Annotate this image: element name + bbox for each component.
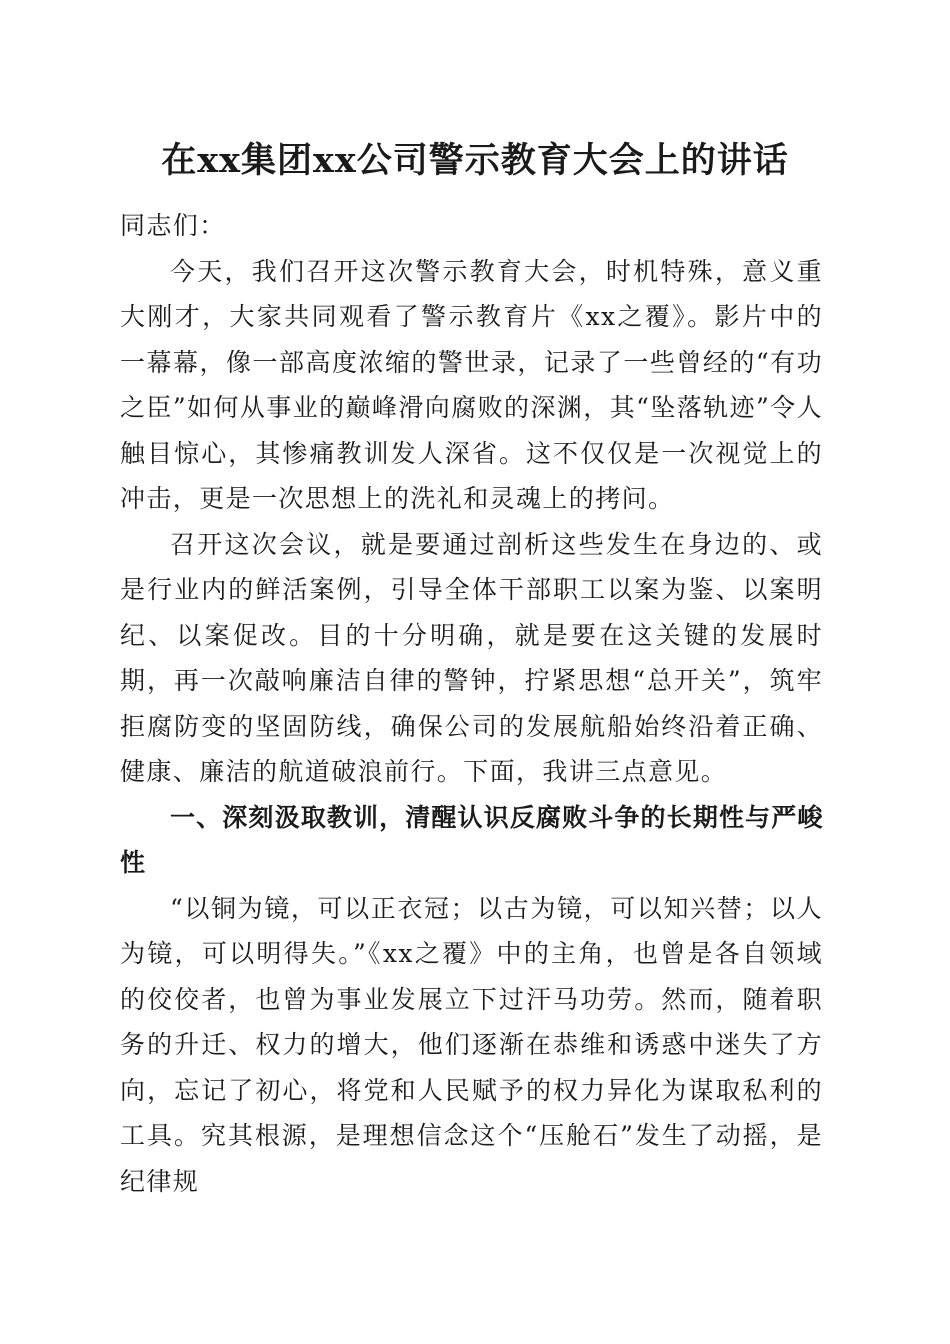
document-title: 在xx集团xx公司警示教育大会上的讲话 — [161, 140, 789, 181]
document-body — [120, 203, 823, 1204]
section-heading-1: 一、深刻汲取教训，清醒认识反腐败斗争的长期性与严峻性 — [120, 802, 823, 877]
paragraph-section-1: “以铜为镜，可以正衣冠；以古为镜，可以知兴替；以人为镜，可以明得失。”《xx之覆》中的主角，也曾是各自领域的佼佼者，也曾为事业发展立下过汗马功劳。然而，随着职务的升迁、权力的增大，他们逐渐在恭维和诱惑中迷失了方向，忘记了初心，将党和人民赋予的权力异化为谋取私利的工具。究其根源，是理想信念这个“压舱石”发生了动摇，是纪律规 — [120, 893, 823, 1196]
paragraph-purpose: 召开这次会议，就是要通过剖析这些发生在身边的、或是行业内的鲜活案例，引导全体干部职工以案为鉴、以案明纪、以案促改。目的十分明确，就是要在这关键的发展时期，再一次敲响廉洁自律的警钟，拧紧思想“总开关”，筑牢拒腐防变的坚固防线，确保公司的发展航船始终沿着正确、健康、廉洁的航道破浪前行。下面，我讲三点意见。 — [120, 529, 823, 786]
salutation: 同志们： — [120, 211, 226, 240]
paragraph-opening: 今天，我们召开这次警示教育大会，时机特殊，意义重大刚才，大家共同观看了警示教育片《xx之覆》。影片中的一幕幕，像一部高度浓缩的警世录，记录了一些曾经的“有功之臣”如何从事业的巅峰滑向腐败的深渊，其“坠落轨迹”令人触目惊心，其惨痛教训发人深省。这不仅仅是一次视觉上的冲击，更是一次思想上的洗礼和灵魂上的拷问。 — [120, 256, 823, 513]
